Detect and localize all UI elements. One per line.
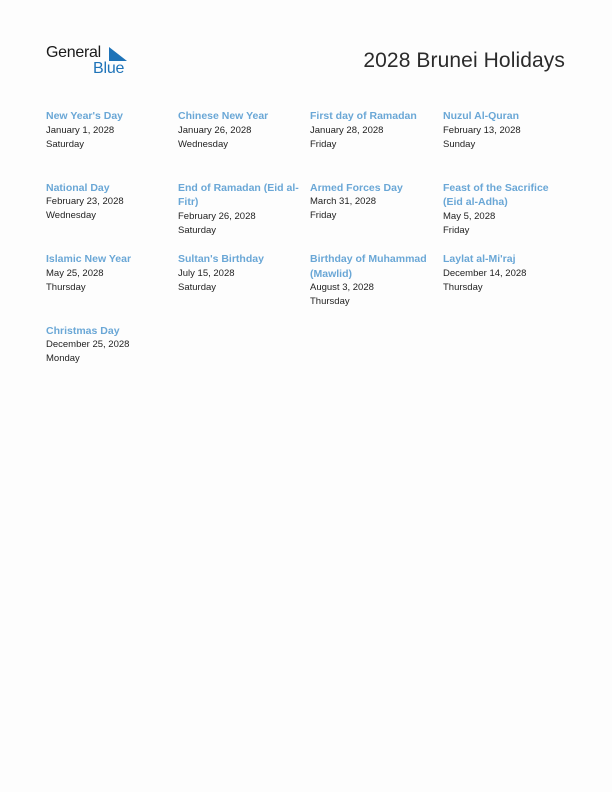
holiday-item <box>443 252 576 324</box>
holiday-item <box>46 109 178 181</box>
holiday-date: July 15, 2028 <box>178 267 235 279</box>
holiday-weekday: Sunday <box>443 138 476 150</box>
logo-text-blue: Blue <box>93 60 125 77</box>
holiday-item <box>46 252 178 324</box>
holiday-name: End of Ramadan (Eid al-Fitr) <box>178 181 299 208</box>
holiday-item <box>46 181 178 253</box>
holiday-date: May 5, 2028 <box>443 210 496 222</box>
holiday-weekday: Thursday <box>443 281 483 293</box>
holiday-name: Feast of the Sacrifice (Eid al-Adha) <box>443 181 549 208</box>
holiday-name: Chinese New Year <box>178 110 269 122</box>
holiday-name: Islamic New Year <box>46 253 132 265</box>
holiday-weekday: Wednesday <box>178 138 228 150</box>
holiday-date: February 23, 2028 <box>46 196 124 207</box>
holiday-item <box>178 181 310 253</box>
holiday-item <box>46 324 178 396</box>
holiday-weekday: Monday <box>46 353 80 364</box>
holiday-name: Christmas Day <box>46 324 120 337</box>
holiday-item <box>178 252 310 324</box>
holiday-item <box>443 181 576 253</box>
holiday-weekday: Saturday <box>178 281 217 293</box>
holiday-name: First day of Ramadan <box>310 110 417 122</box>
holiday-name: Armed Forces Day <box>310 181 403 194</box>
generalblue-logo <box>46 44 136 80</box>
holiday-date: January 28, 2028 <box>310 124 384 136</box>
holiday-item <box>310 181 443 253</box>
logo-triangle-icon <box>107 47 127 61</box>
holiday-weekday: Saturday <box>46 138 85 150</box>
holiday-weekday: Friday <box>310 138 337 150</box>
holiday-weekday: Thursday <box>46 281 86 293</box>
page-title: 2028 Brunei Holidays <box>363 49 565 72</box>
holiday-name: New Year's Day <box>46 110 124 122</box>
holiday-date: December 25, 2028 <box>46 339 130 350</box>
holiday-date: February 13, 2028 <box>443 124 521 136</box>
holiday-item <box>310 109 443 181</box>
holiday-date: February 26, 2028 <box>178 210 256 222</box>
holiday-date: January 1, 2028 <box>46 124 115 136</box>
logo-text-general: General <box>46 44 101 61</box>
holiday-item <box>443 109 576 181</box>
holiday-name: Laylat al-Mi'raj <box>443 253 516 265</box>
holiday-weekday: Friday <box>310 210 337 221</box>
holiday-weekday: Saturday <box>178 224 217 236</box>
holiday-date: March 31, 2028 <box>310 196 377 207</box>
holiday-item <box>310 252 443 324</box>
holiday-date: May 25, 2028 <box>46 267 104 279</box>
holiday-weekday: Friday <box>443 224 470 236</box>
holiday-date: August 3, 2028 <box>310 282 374 293</box>
holiday-item <box>178 109 310 181</box>
holiday-name: Birthday of Muhammad (Mawlid) <box>310 253 427 280</box>
holiday-date: December 14, 2028 <box>443 267 527 279</box>
holiday-grid <box>46 109 576 395</box>
holiday-weekday: Thursday <box>310 296 350 307</box>
holiday-date: January 26, 2028 <box>178 124 252 136</box>
holiday-name: National Day <box>46 181 110 194</box>
holiday-name: Nuzul Al-Quran <box>443 110 520 122</box>
holiday-weekday: Wednesday <box>46 210 96 221</box>
holiday-name: Sultan's Birthday <box>178 253 264 265</box>
